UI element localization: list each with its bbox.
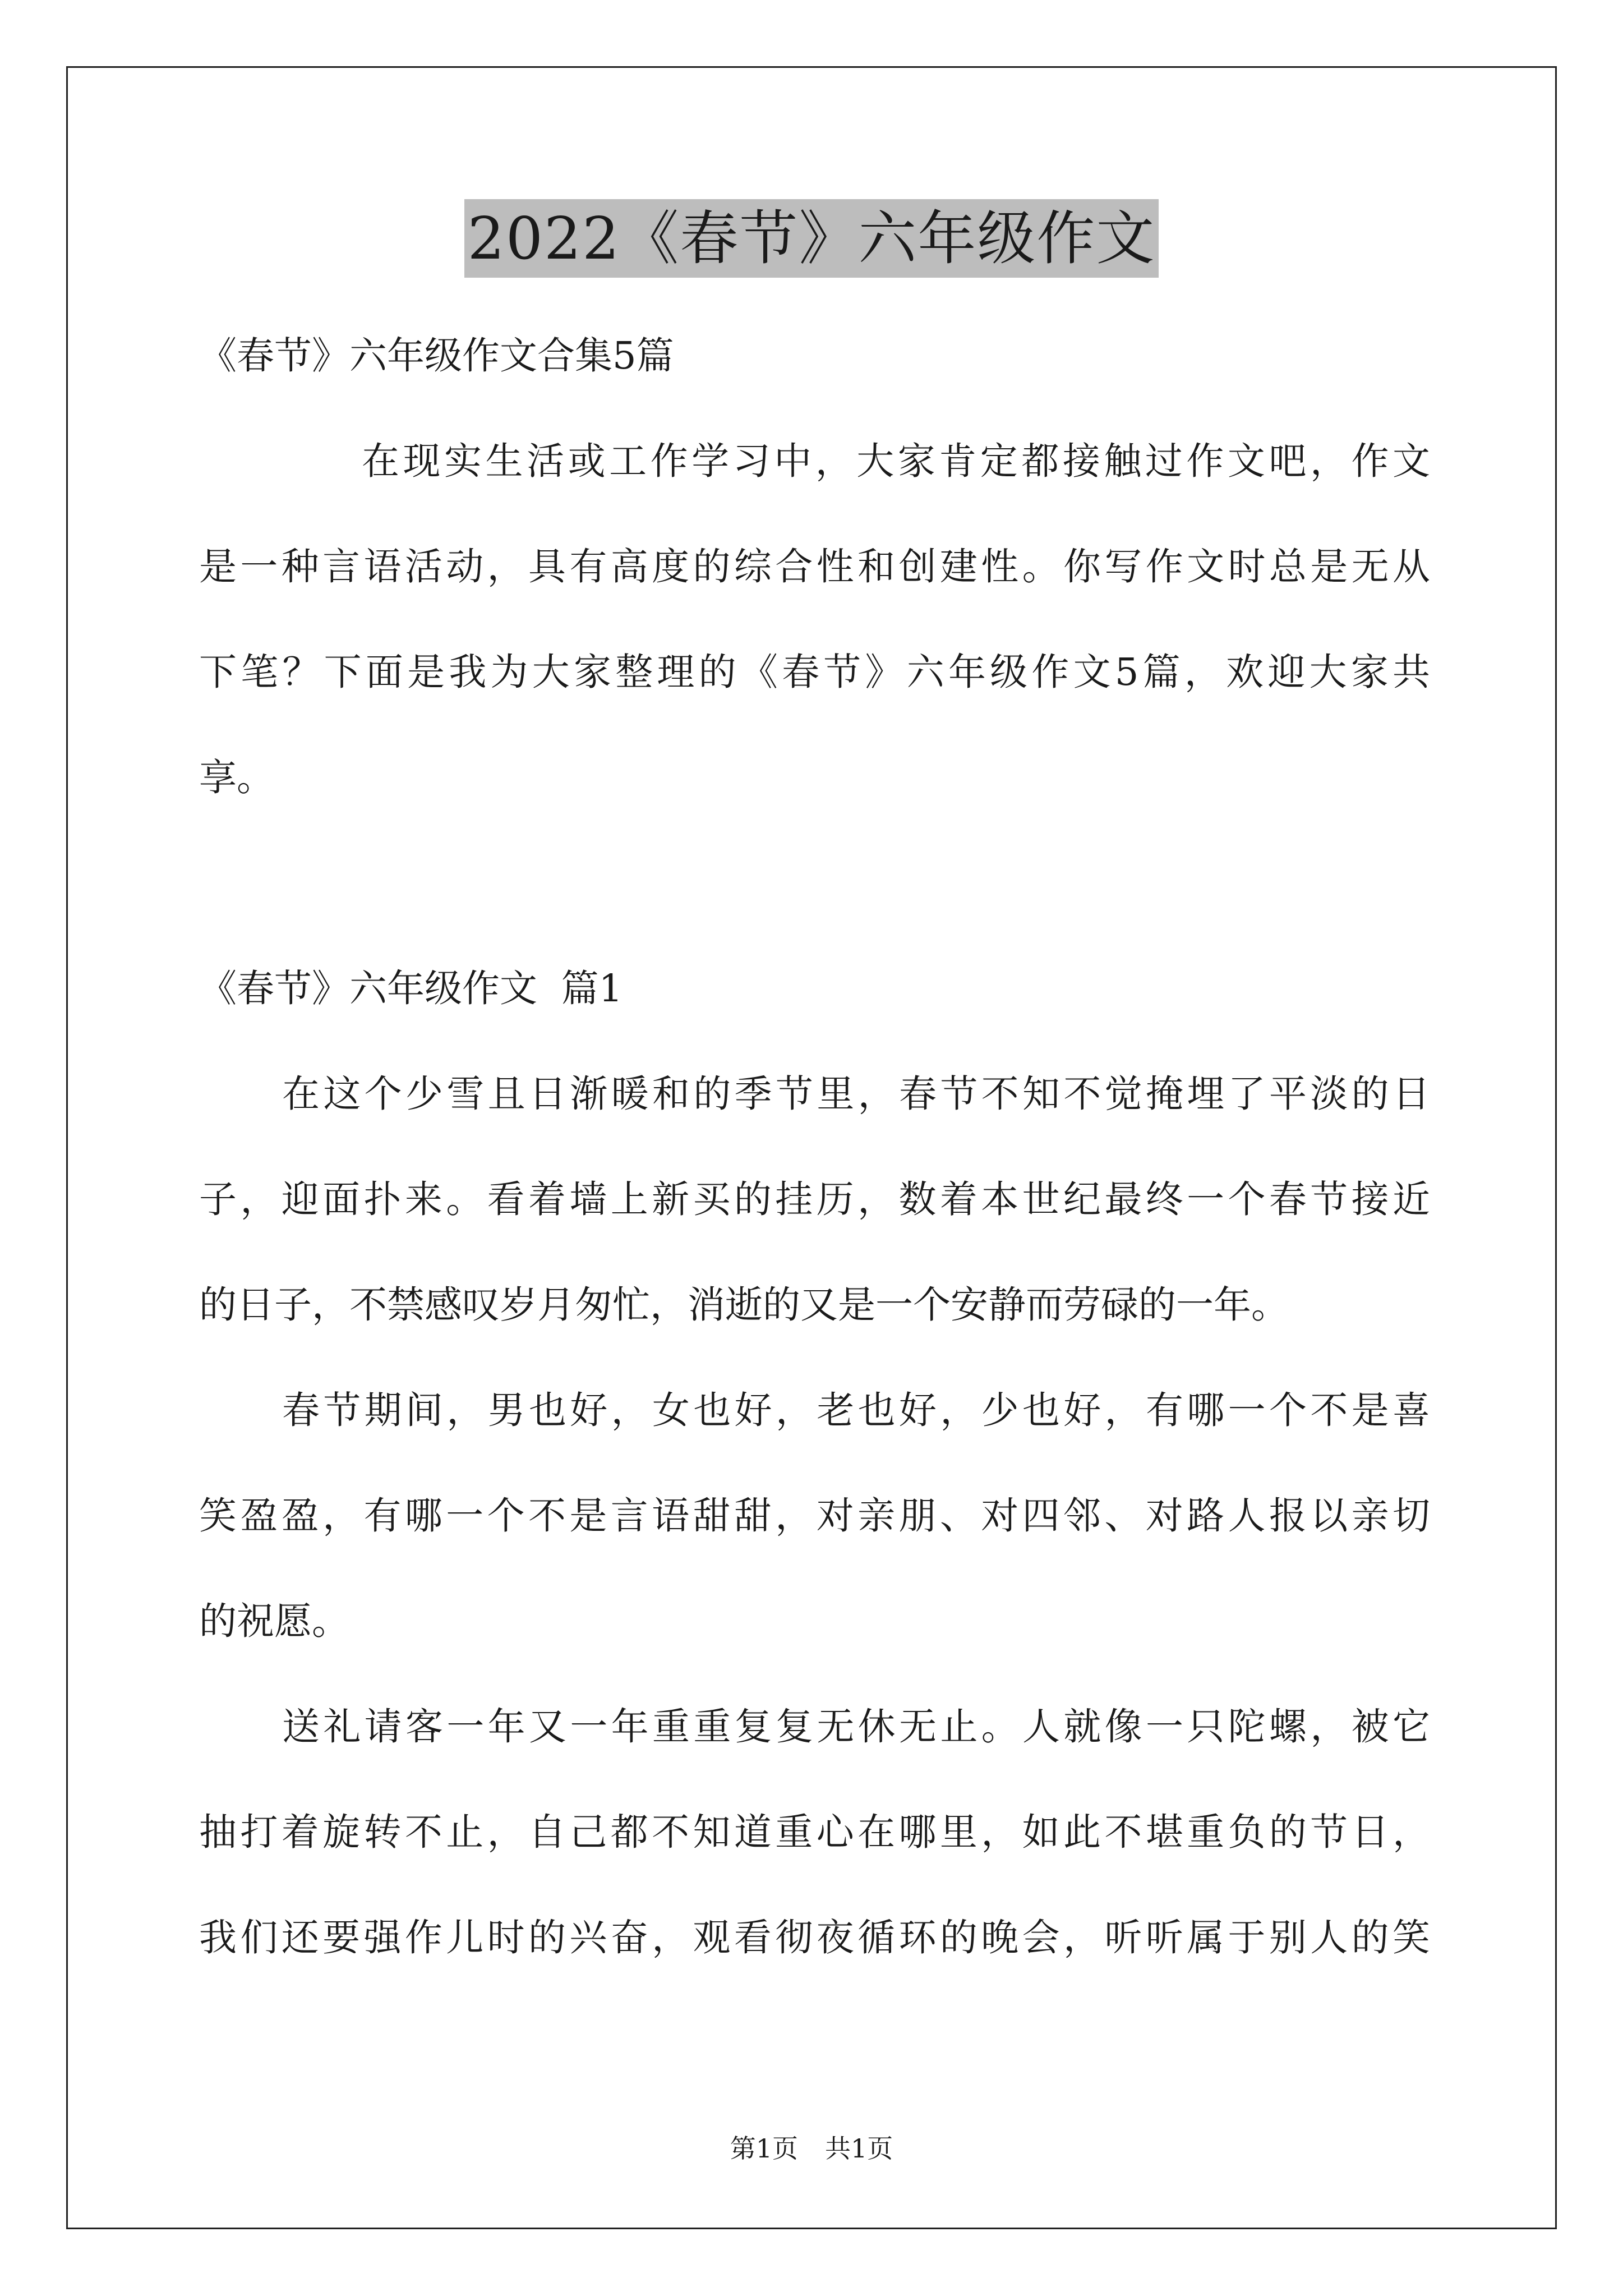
paragraph-line: 送礼请客一年又一年重重复复无休无止。人就像一只陀螺，被它: [282, 1705, 1430, 1749]
page-number: 第1页: [730, 2133, 798, 2164]
paragraph-line: 在这个少雪且日渐暖和的季节里，春节不知不觉掩埋了平淡的日: [282, 1072, 1430, 1116]
collection-heading: 《春节》六年级作文合集5篇: [199, 334, 674, 378]
intro-line: 是一种言语活动，具有高度的综合性和创建性。你写作文时总是无从: [199, 545, 1430, 588]
paragraph-line: 我们还要强作儿时的兴奋，观看彻夜循环的晚会，听听属于别人的笑: [199, 1916, 1430, 1959]
paragraph-line: 春节期间，男也好，女也好，老也好，少也好，有哪一个不是喜: [282, 1388, 1430, 1432]
page-count: 共1页: [825, 2133, 893, 2164]
intro-line: 下笔？下面是我为大家整理的《春节》六年级作文5篇，欢迎大家共: [199, 650, 1430, 694]
paragraph-line: 笑盈盈，有哪一个不是言语甜甜，对亲朋、对四邻、对路人报以亲切: [199, 1494, 1430, 1538]
intro-line: 享。: [199, 756, 274, 799]
paragraph-line: 子，迎面扑来。看着墙上新买的挂历，数着本世纪最终一个春节接近: [199, 1177, 1430, 1221]
intro-line: 在现实生活或工作学习中，大家肯定都接触过作文吧，作文: [362, 439, 1430, 483]
section-heading: 《春节》六年级作文 篇1: [199, 967, 623, 1010]
paragraph-line: 的祝愿。: [199, 1599, 349, 1643]
page-footer: [0, 2132, 1623, 2165]
document-title: 2022《春节》六年级作文: [464, 199, 1159, 278]
title-block: [0, 199, 1623, 278]
document-body: [199, 303, 1430, 1990]
section-spacer: [199, 830, 1430, 936]
paragraph-line: 的日子，不禁感叹岁月匆忙，消逝的又是一个安静而劳碌的一年。: [199, 1283, 1289, 1327]
paragraph-line: 抽打着旋转不止，自己都不知道重心在哪里，如此不堪重负的节日，: [199, 1810, 1430, 1854]
